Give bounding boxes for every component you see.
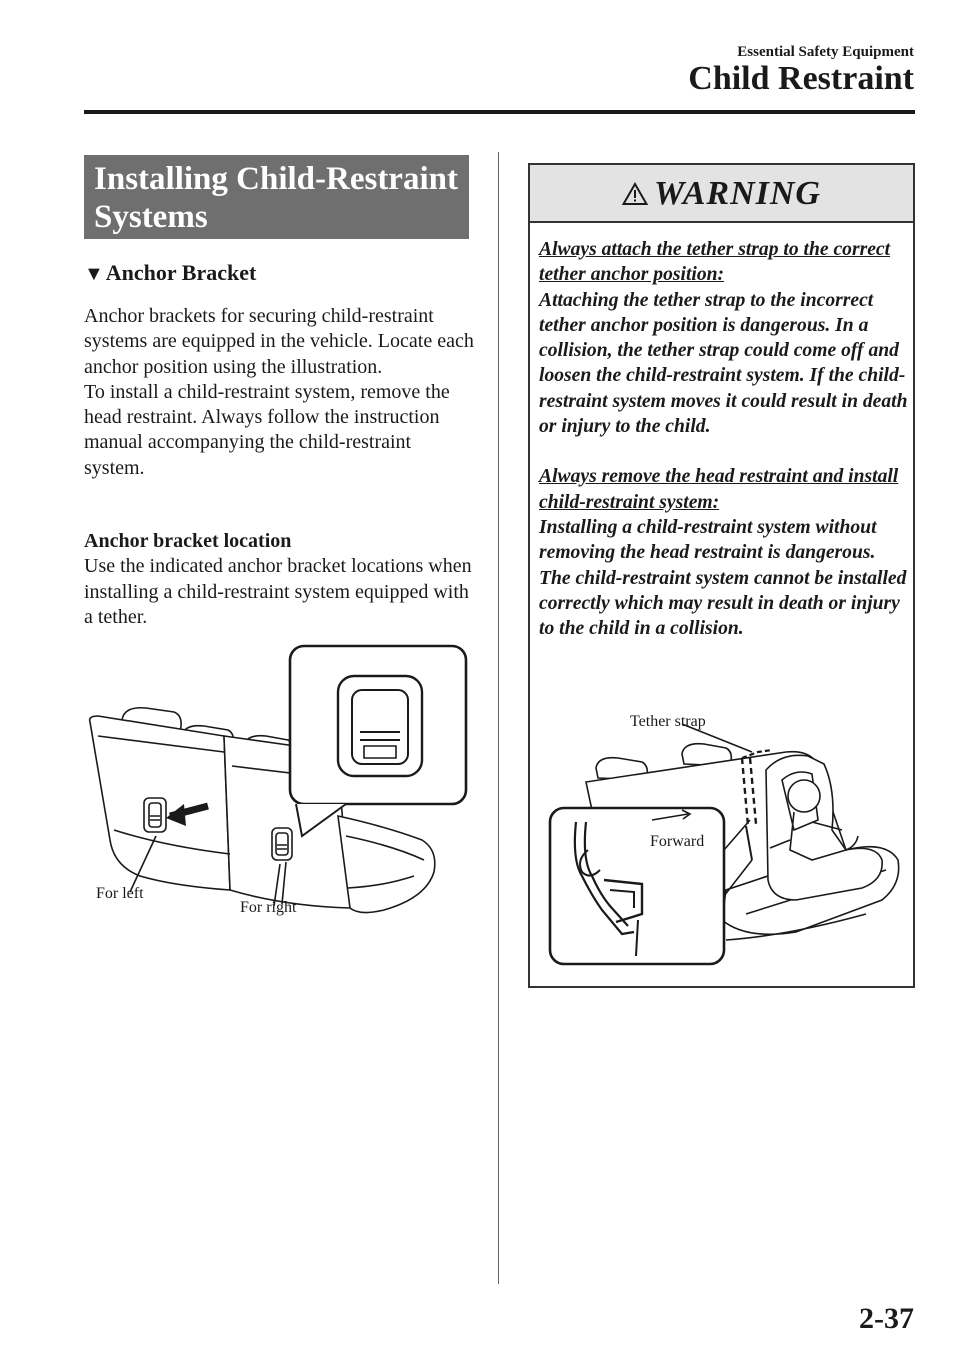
warning-item2-text: Installing a child-restraint system without removing the head restraint is dangerous. The child-restraint system cannot be installed correctly which may result in death or injury to the child in a collision. bbox=[539, 516, 907, 640]
header-section-label: Essential Safety Equipment bbox=[737, 44, 914, 60]
warning-item1-heading: Always attach the tether strap to the correct tether anchor position: bbox=[539, 239, 891, 286]
header-rule bbox=[84, 110, 915, 114]
location-heading: Anchor bracket location bbox=[84, 530, 292, 552]
paragraph-2: To install a child-restraint system, remove the head restraint. Always follow the instruction manual accompanying the child-restraint system. bbox=[84, 380, 450, 479]
warning-title: WARNING bbox=[654, 175, 821, 212]
subheading-text: Anchor Bracket bbox=[105, 260, 257, 285]
location-text: Use the indicated anchor bracket locations when installing a child-restraint system equipped with a tether. bbox=[84, 555, 472, 628]
section-title: Installing Child-Restraint Systems bbox=[94, 161, 458, 235]
column-divider bbox=[498, 152, 499, 1284]
label-tether-strap: Tether strap bbox=[630, 713, 706, 730]
location-block bbox=[84, 529, 474, 630]
paragraph-1: Anchor brackets for securing child-restraint systems are equipped in the vehicle. Locate each anchor position using the illustration. bbox=[84, 305, 474, 378]
label-forward: Forward bbox=[650, 833, 705, 850]
warning-header bbox=[530, 165, 913, 223]
intro-paragraphs bbox=[84, 304, 474, 481]
warning-text bbox=[539, 237, 911, 641]
warning-item1-text: Attaching the tether strap to the incorrect tether anchor position is dangerous. In a collision, the tether strap could come off and loosen the child-restraint system. If the child-restraint system moves it could result in death or injury to the child. bbox=[539, 289, 908, 438]
page-number: 2-37 bbox=[859, 1302, 914, 1335]
tether-strap-illustration bbox=[546, 700, 901, 968]
header-chapter-title: Child Restraint bbox=[688, 60, 914, 97]
label-for-left: For left bbox=[96, 885, 144, 902]
warning-triangle-icon bbox=[622, 182, 648, 206]
warning-item2-heading: Always remove the head restraint and install child-restraint system: bbox=[539, 466, 899, 513]
subheading bbox=[84, 260, 256, 286]
warning-spacer bbox=[539, 439, 911, 464]
section-banner bbox=[84, 155, 469, 239]
label-for-right: For right bbox=[240, 899, 297, 916]
triangle-marker-icon: ▼ bbox=[84, 263, 104, 285]
rear-seat-anchor-illustration bbox=[84, 640, 474, 930]
